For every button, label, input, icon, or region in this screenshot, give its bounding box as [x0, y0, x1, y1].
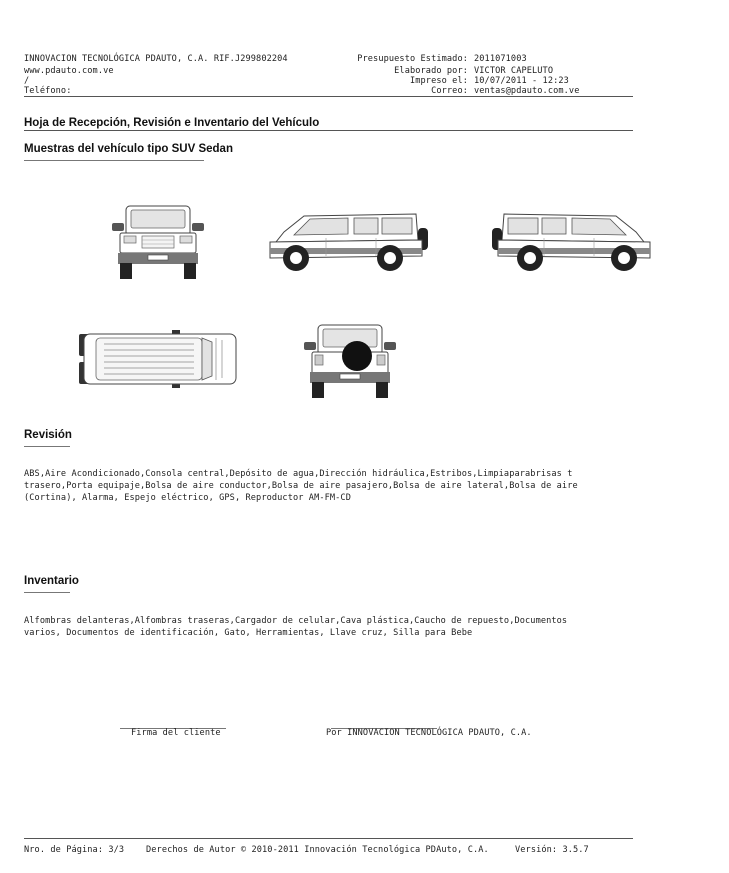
- version: Versión: 3.5.7: [515, 845, 589, 855]
- footer-divider: [24, 838, 633, 839]
- estimate-label: Presupuesto Estimado:: [357, 54, 468, 64]
- header-divider: [24, 96, 633, 97]
- printed-label: Impreso el:: [409, 76, 468, 86]
- suv-right-side-view-icon: [488, 208, 654, 274]
- revision-text: ABS,Aire Acondicionado,Consola central,Depósito de agua,Dirección hidráulica,Estribos,Limpiaparabrisas t trasero,Porta equipaje,Bolsa de aire conductor,Bolsa de aire pasajero,Bolsa de aire lateral,Bolsa de aire (Cortina), Alarma, Espejo eléctrico, GPS, Reproductor AM-FM-CD: [24, 469, 578, 504]
- company-address: /: [24, 76, 30, 86]
- client-signature-label: Firma del cliente: [131, 728, 221, 738]
- revision-underline: [24, 446, 70, 447]
- company-website: www.pdauto.com.ve: [24, 66, 114, 76]
- inventory-underline: [24, 592, 70, 593]
- page-number: Nro. de Página: 3/3: [24, 845, 125, 855]
- email-label: Correo:: [431, 86, 468, 96]
- copyright: Derechos de Autor © 2010-2011 Innovación Tecnológica PDAuto, C.A.: [146, 845, 489, 855]
- prepared-label: Elaborado por:: [394, 66, 468, 76]
- title-divider: [24, 130, 633, 131]
- estimate-value: 2011071003: [474, 54, 527, 64]
- samples-underline: [24, 160, 204, 161]
- suv-front-view-icon: [110, 203, 206, 281]
- suv-rear-view-icon: [302, 322, 398, 400]
- company-name: INNOVACION TECNOLÓGICA PDAUTO, C.A. RIF.J299802204: [24, 54, 288, 64]
- revision-heading: Revisión: [24, 429, 72, 441]
- company-signature-label: Por INNOVACION TECNOLÓGICA PDAUTO, C.A.: [326, 728, 532, 738]
- samples-heading: Muestras del vehículo tipo SUV Sedan: [24, 143, 233, 155]
- printed-value: 10/07/2011 - 12:23: [474, 76, 569, 86]
- phone-label: Teléfono:: [24, 86, 72, 96]
- inventory-text: Alfombras delanteras,Alfombras traseras,Cargador de celular,Cava plástica,Caucho de repuesto,Documentos varios, Documentos de identificación, Gato, Herramientas, Llave cruz, Silla para Bebe: [24, 616, 568, 639]
- email-value: ventas@pdauto.com.ve: [474, 86, 580, 96]
- suv-left-side-view-icon: [266, 208, 432, 274]
- prepared-value: VICTOR CAPELUTO: [474, 66, 554, 76]
- suv-top-view-icon: [76, 328, 242, 390]
- inventory-heading: Inventario: [24, 575, 79, 587]
- document-title: Hoja de Recepción, Revisión e Inventario del Vehículo: [24, 117, 320, 129]
